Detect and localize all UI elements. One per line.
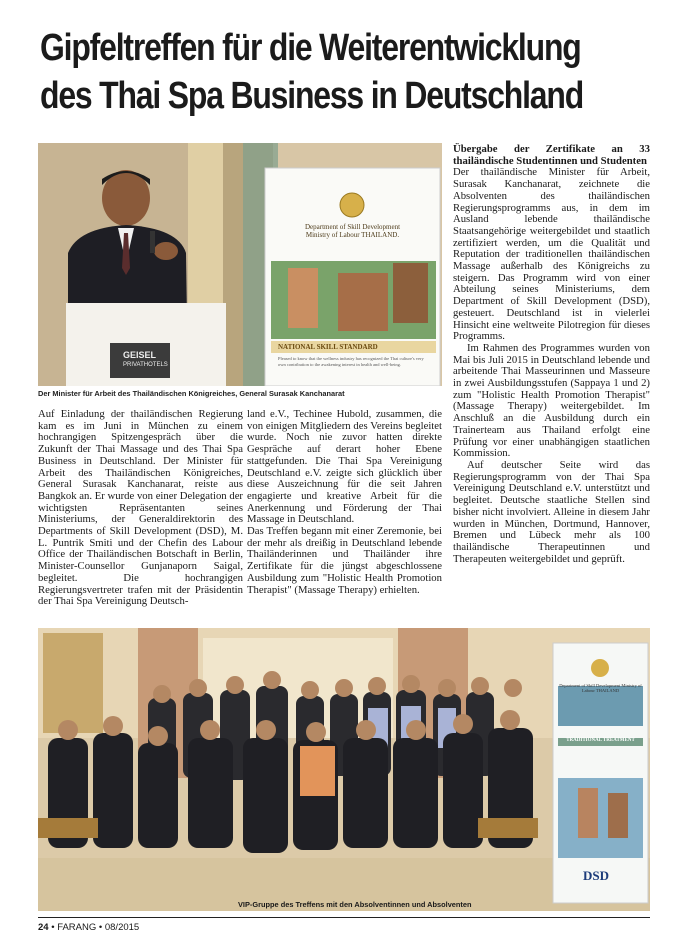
lectern-text-2: PRIVATHOTELS [123, 362, 168, 368]
page-number: 24 [38, 922, 49, 933]
col2-paragraph-2: Das Treffen begann mit einer Zeremonie, bei der mehr als dreißig in Deutschland lebende Thailänderinnen und Thailänder ihre Zertifikate für die jüngst abgeschlossene Ausbildung zum "Holistic Health Promotion Therapist" (Massage Therapy) erhielten. [247, 525, 442, 596]
headline [40, 24, 584, 120]
article-column-3 [453, 144, 650, 565]
col3-subheading: Übergabe der Zertifikate an 33 thailändische Studentinnen und Studenten [453, 143, 650, 167]
col2-paragraph-1: land e.V., Techinee Hubold, zusammen, die von einigen Mitgliedern des Vereins begleitet wurde. Noch nie zuvor hatten direkte Gespräche auf derart hoher Ebene stattgefunden. Die Thai Spa Vereinigung Deutschland e.V. zeigte sich glücklich über diese Auszeichnung für die seit Jahren engagierte und kreative Arbeit für die Anerkennung und Förderung der Thai Massage in Deutschland. [247, 408, 442, 526]
issue-number: 08/2015 [104, 922, 140, 933]
lectern-logo [123, 350, 168, 370]
banner-org-line-1: Department of Skill Development [304, 223, 401, 231]
bottom-banner-logo: DSD [583, 868, 610, 883]
col3-paragraph-2: Im Rahmen des Programmes wurden von Mai bis Juli 2015 in Deutschland lebende und arbeitende Thai Masseurinnen und Masseure in zwei Ausbildungsstufen (Sappaya 1 und 2) zum "Holistic Health Promotion Therapist" (Massage Therapy) weitergebildet. Im Anschluß an die Ausbildung durch ein Trainerteam aus Thailand erfolgt eine Prüfung vor einer unabhängigen staatlichen Kommission. [453, 341, 650, 460]
col1-paragraph: Auf Einladung der thailändischen Regierung kam es im Juni in München zu einem hochrangigen Spitzengespräch über die Zukunft der Thai Massage und des Thai Spa Business in Deutschland. Der Minister für Arbeit des Thailändischen Königreiches, General Surasak Kanchanarat, reiste aus Bangkok an. Er wurde von einer Delegation der wichtigsten Repräsentanten seines Ministeriums, der Generaldirektorin des Departments of Skill Development (DSD), M. L. Puntrik Smiti und der Chefin des Labour Office der Thailändischen Botschaft in Berlin, Minister-Counsellor Gunjanaporn Saigal, begleitet. Die hochrangigen Regierungsvertreter trafen mit der Präsidentin der Thai Spa Vereinigung Deutsch- [38, 408, 243, 608]
lectern-text-1: GEISEL [123, 350, 157, 360]
banner-org [270, 223, 435, 239]
footer-separator-2: • [98, 922, 103, 933]
page-footer [38, 917, 650, 933]
col3-paragraph-1: Der thailändische Minister für Arbeit, Surasak Kanchanarat, zeichnete die Absolventen des thailändischen Regierungsprogramms aus, in dem im Ausland lebende thailändische Staatsangehörige weitergebildet und staatlich zertifiziert werden, um die Qualität und Reputation der traditionellen thailändischen Massage außerhalb des Königreichs zu steigern. Das Programm wird von einer Abteilung seines Ministeriums, dem Department of Skill Development (DSD), gesteuert. Deutschland ist in vielerlei Hinsicht eine weltweite Pilotregion für dieses Programms. [453, 166, 650, 343]
photo-top-caption: Der Minister für Arbeit des Thailändischen Königreiches, General Surasak Kanchanarat [38, 389, 345, 398]
bottom-banner-org: Department of Skill Development Ministry of Labour THAILAND [559, 683, 642, 693]
photo-minister-speech [38, 143, 442, 386]
photo-minister-illustration [38, 143, 442, 386]
headline-line-2: des Thai Spa Business in Deutschland [40, 75, 584, 117]
col3-paragraph-3: Auf deutscher Seite wird das Regierungsprogramm von der Thai Spa Vereinigung Deutschland e.V. unterstützt und begleitet. Deutsche staatliche Stellen sind bisher nicht involviert. Alleine in diesem Jahr wurden in München, Dortmund, Hannover, Bremen und Lübeck mehr als 100 thailändische Therapeutinnen und Therapeuten weitergebildet und geprüft. [453, 458, 650, 565]
footer-separator-1: • [51, 922, 55, 933]
magazine-name: FARANG [57, 922, 97, 933]
photo-vip-group [38, 628, 650, 911]
banner-title: NATIONAL SKILL STANDARD [278, 343, 378, 351]
banner-org-line-2: Ministry of Labour THAILAND. [305, 231, 400, 239]
bottom-banner-title: TRADITIONAL TREATMENT [566, 738, 635, 743]
photo-group-illustration [38, 628, 650, 911]
article-column-1 [38, 409, 243, 608]
banner-body: Pleased to know that the wellness industry has recognized the Thai culture's very own contribution to the awakening interest in health and well-being. [278, 356, 424, 367]
headline-line-1: Gipfeltreffen für die Weiterentwicklung [40, 27, 581, 69]
article-column-2 [247, 409, 442, 596]
photo-bottom-caption: VIP-Gruppe des Treffens mit den Absolventinnen und Absolventen [238, 900, 472, 909]
